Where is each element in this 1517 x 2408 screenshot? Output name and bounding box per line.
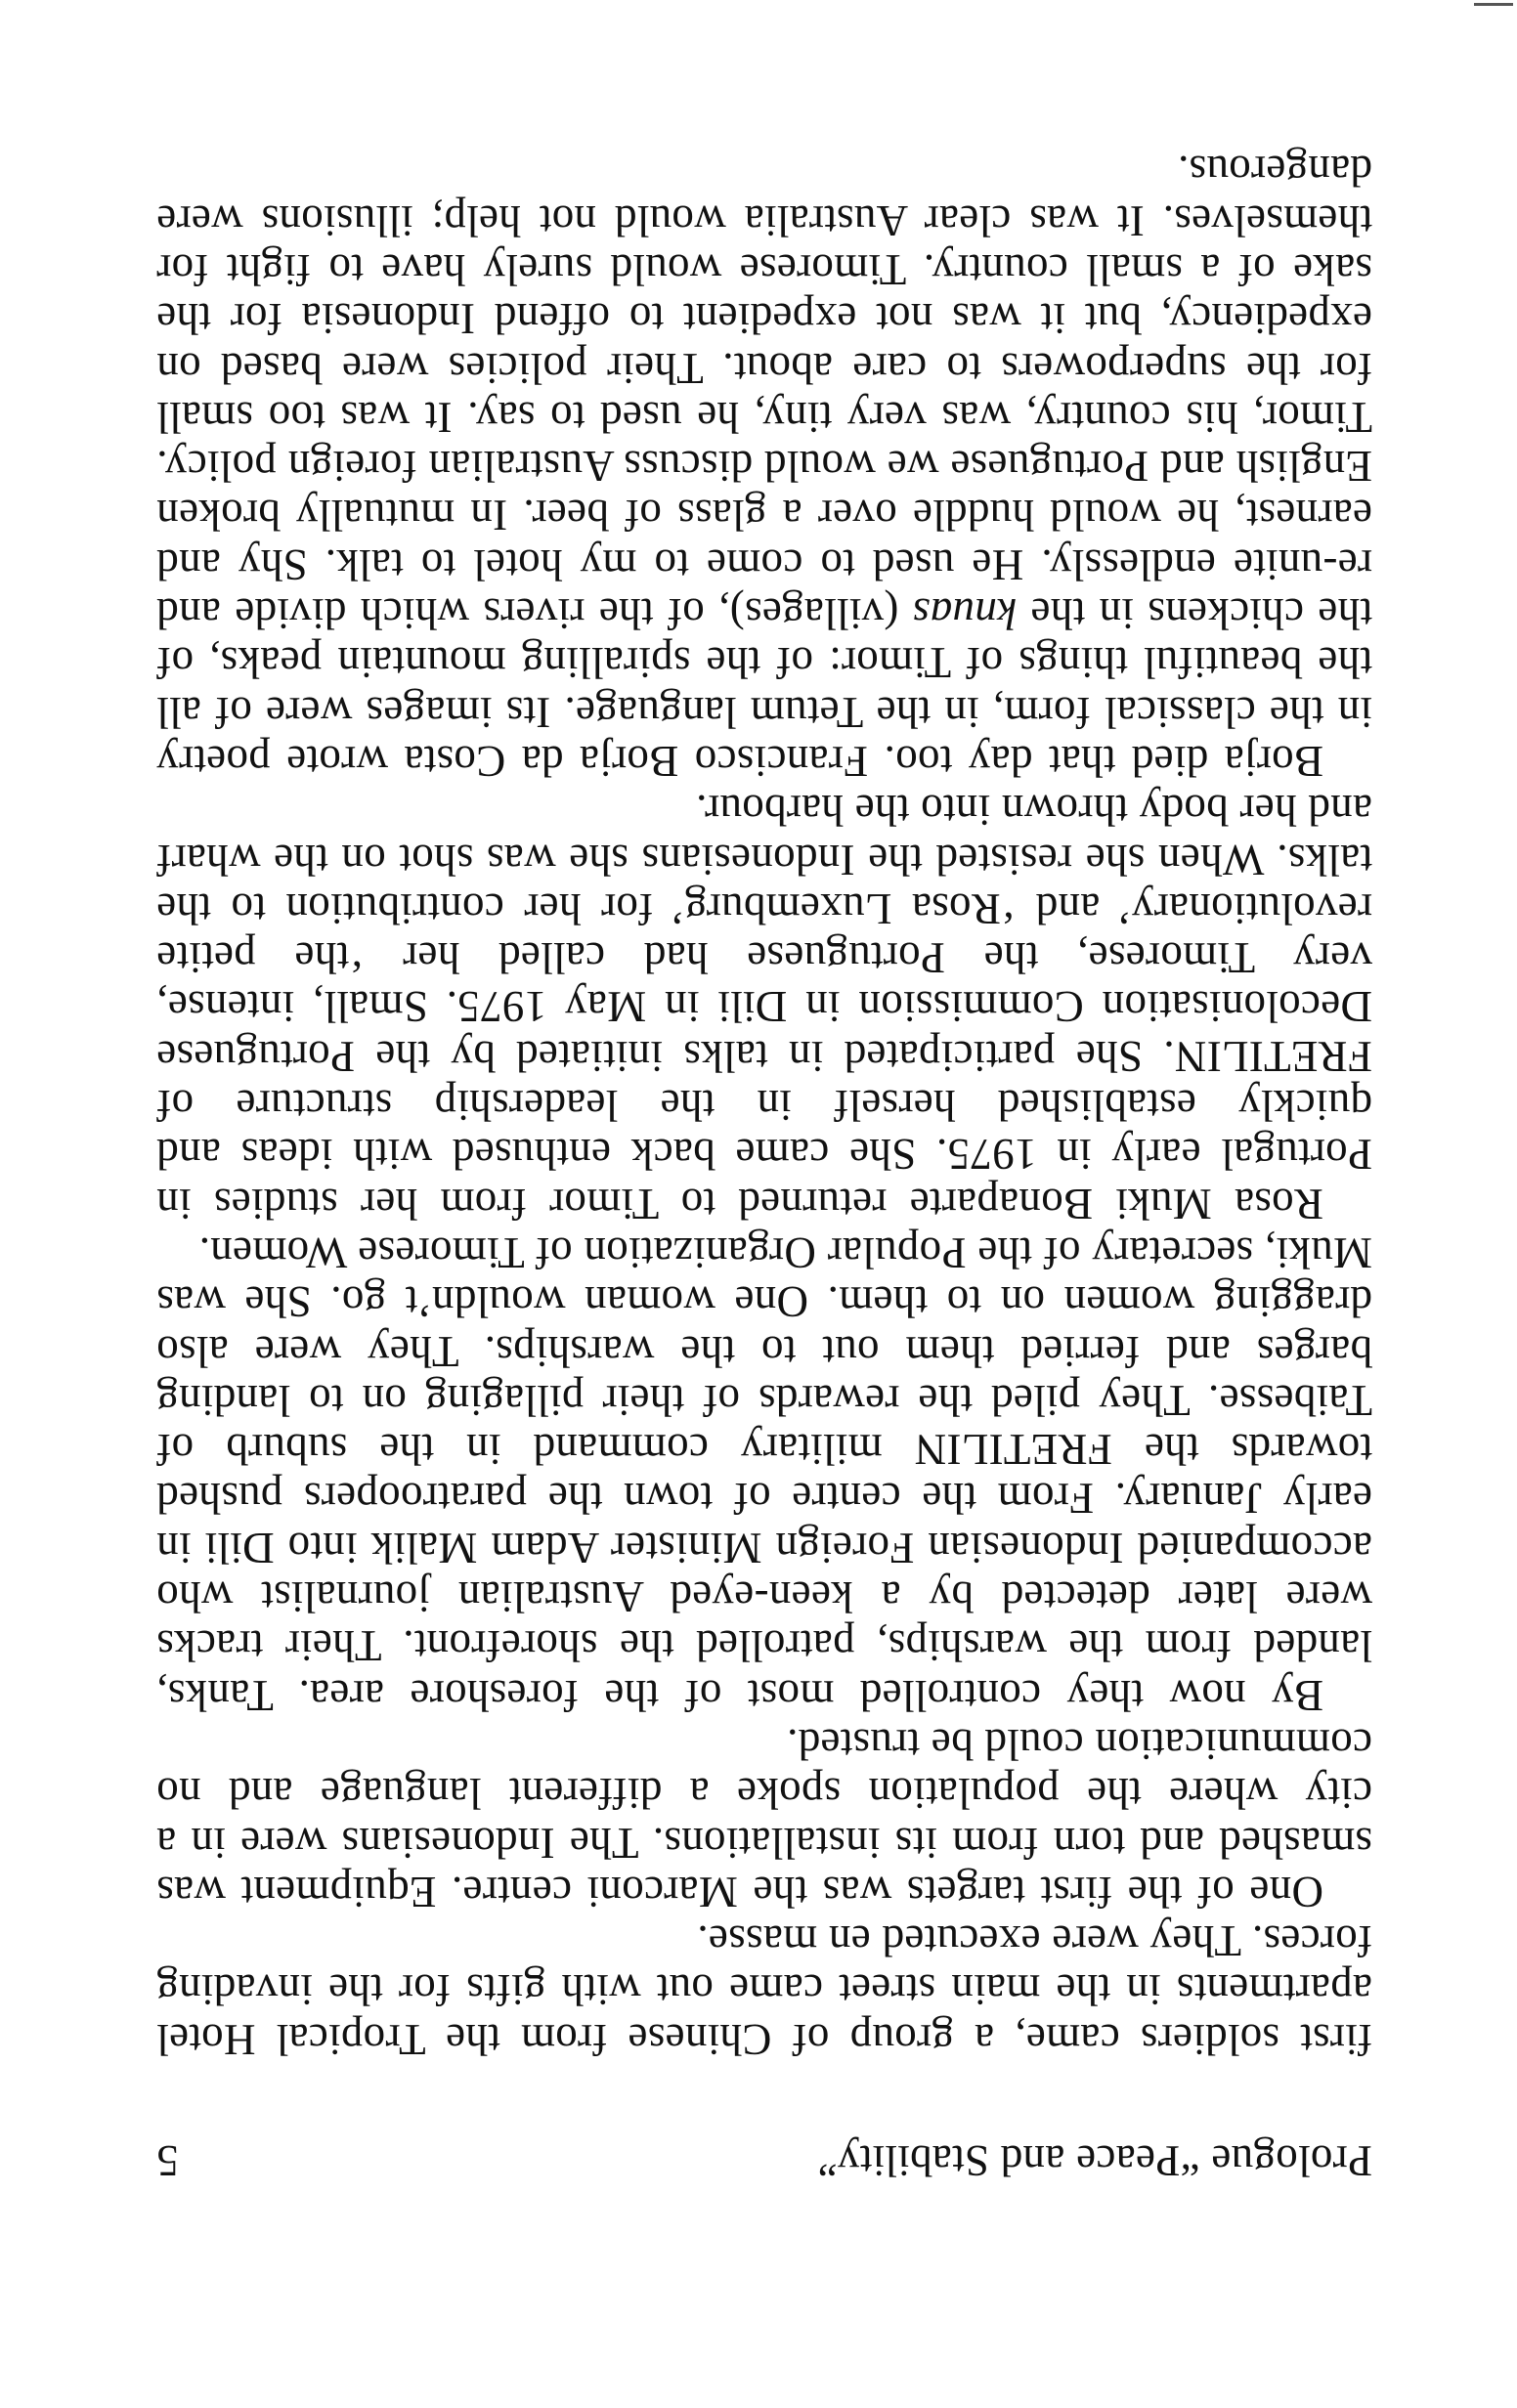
- paragraph-5-part-2: (villages), of the rivers which divide and re-unite endlessly. He used to come to my hotel to talk. Shy and earnest, he would huddle over a glass of beer. In mutually broken English and Portuguese we would discuss Australian foreign policy. Timor, his country, was very tiny, he used to say. It was too small for the superpowers to care about. Their policies were based on expediency, but it was not expedient to offend Indonesia for the sake of a small country. Timorese would surely have to fight for themselves. It was clear Australia would not help; illusions were dangerous.: [156, 147, 1372, 639]
- paragraph-2: One of the first targets was the Marconi centre. Equipment was smashed and torn from its installations. The Indonesians were in a city where the population spoke a different language and no communication could be trusted.: [156, 1719, 1372, 1916]
- paragraph-3-part-2: military command in the suburb of Taibesse. They piled the rewards of their pillaging on to landing barges and ferried them out to the warships. They were also dragging women on to them. One woman wouldn’t go. She was Muki, secretary of the Popular Organization of Timorese Women.: [156, 1227, 1372, 1475]
- paragraph-5-part-1: Borja died that day too. Francisco Borja da Costa wrote poetry in the classical form, in the Tetum language. Its images were of all the beautiful things of Timor: of the spiralling mountain peaks, of the chickens in the: [156, 589, 1372, 786]
- paragraph-3-part-1: By now they controlled most of the foreshore area. Tanks, landed from the warships, patrolled the shorefront. Their tracks were later detected by a keen-eyed Australian journalist who accompanied Indonesian Foreign Minister Adam Malik into Dili in early January. From the centre of town the paratroopers pushed towards the: [156, 1425, 1372, 1720]
- paragraph-4-part-2: . She participated in talks initiated by the Portuguese Decolonisation Commission in Dili in May 1975. Small, intense, very Timorese, the Portuguese had called her ‘the petite revolutionary’ and ‘Rosa Luxemburg’ for her contribution to the talks. When she resisted the Indonesians she was shot on the wharf and her body thrown into the harbour.: [156, 786, 1372, 1081]
- fretilin-term: FRETILIN: [914, 1425, 1112, 1475]
- paragraph-5: [156, 147, 1372, 786]
- knuas-term: knuas: [912, 589, 1018, 639]
- paragraph-4: [156, 786, 1372, 1228]
- paragraph-4-part-1: Rosa Muki Bonaparte returned to Timor from her studies in Portugal early in 1975. She came back enthused with ideas and quickly established herself in the leadership structure of: [156, 1081, 1372, 1228]
- text-block: [156, 147, 1372, 2185]
- paragraph-1: first soldiers came, a group of Chinese from the Tropical Hotel apartments in the main street came out with gifts for the invading forces. They were executed en masse.: [156, 1916, 1372, 2064]
- running-head: [156, 2136, 1372, 2185]
- running-head-title: Prologue “Peace and Stability”: [817, 2136, 1372, 2185]
- scan-edge-mark: [1474, 3, 1513, 6]
- fretilin-term: FRETILIN: [1174, 1031, 1372, 1081]
- page-number: 5: [156, 2136, 179, 2185]
- paragraph-3: [156, 1228, 1372, 1720]
